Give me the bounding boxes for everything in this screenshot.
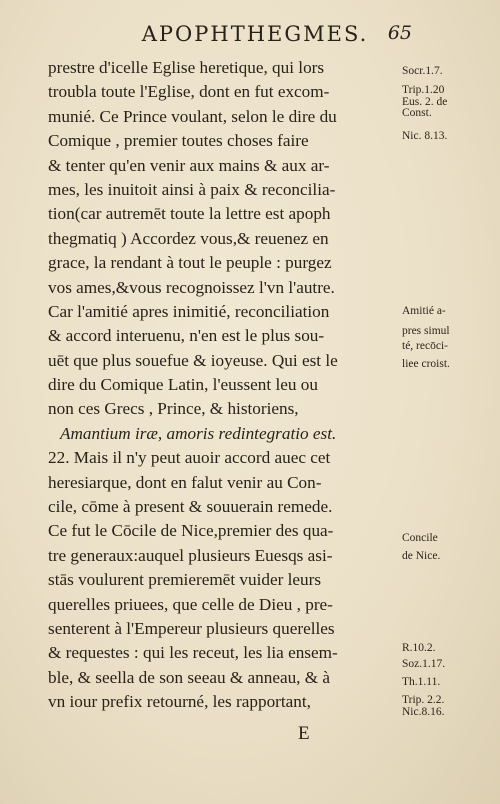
text-line: & tenter qu'en venir aux mains & aux ar-: [48, 155, 330, 175]
text-line: Ce fut le Cōcile de Nice,premier des qua-: [48, 521, 334, 541]
text-line: ble, & seella de son seeau & anneau, & à: [48, 667, 331, 687]
text-line: Comique , premier toutes choses faire: [48, 131, 309, 151]
running-title: APOPHTHEGMES.: [141, 22, 369, 46]
margin-note: té, recōci-: [402, 340, 448, 352]
page-number: 65: [387, 22, 412, 44]
text-line: prestre d'icelle Eglise heretique, qui lors: [48, 58, 325, 77]
text-line: querelles priuees, que celle de Dieu , pre-: [48, 594, 333, 614]
text-line: dire du Comique Latin, l'eussent leu ou: [48, 375, 318, 395]
text-line: & requestes : qui les receut, les lia ensem-: [48, 643, 338, 663]
text-line: senterent à l'Empereur plusieurs querelles: [48, 618, 335, 638]
text-line: cile, cōme à present & souuerain remede.: [48, 497, 333, 517]
margin-note: Eus. 2. de: [402, 96, 448, 108]
margin-note: liee croist.: [402, 358, 450, 370]
text-line: vos ames,&vous recognoissez l'vn l'autre.: [48, 277, 335, 297]
signature-mark: E: [298, 723, 310, 744]
text-line: 22. Mais il n'y peut auoir accord auec cet: [48, 448, 331, 468]
text-line: grace, la rendant à tout le peuple : purgez: [48, 253, 332, 273]
margin-note: Trip.1.20: [402, 84, 445, 96]
text-line: uēt que plus souefue & ioyeuse. Qui est le: [48, 350, 338, 370]
text-line: troubla toute l'Eglise, dont en fut excom-: [48, 82, 330, 102]
margin-note: Nic. 8.13.: [402, 130, 448, 142]
text-line: munié. Ce Prince voulant, selon le dire du: [48, 106, 337, 126]
text-line: Car l'amitié apres inimitié, reconciliation: [48, 301, 330, 321]
text-line: thegmatiq ) Accordez vous,& reuenez en: [48, 228, 329, 248]
margin-note: Nic.8.16.: [402, 706, 445, 718]
latin-quotation: Amantium iræ, amoris redintegratio est.: [60, 423, 337, 443]
body-text: [48, 56, 398, 715]
text-line: mes, les inuitoit ainsi à paix & reconcilia-: [48, 179, 336, 199]
margin-note: Trip. 2.2.: [402, 694, 445, 706]
margin-note: Socr.1.7.: [402, 65, 443, 77]
text-line: stās voulurent premieremēt vuider leurs: [48, 570, 322, 590]
text-line: tion(car autremēt toute la lettre est apoph: [48, 204, 331, 224]
margin-note: Soz.1.17.: [402, 658, 446, 670]
margin-note: de Nice.: [402, 550, 441, 562]
text-line: & accord interuenu, n'en est le plus sou-: [48, 326, 325, 346]
margin-note: Th.1.11.: [402, 676, 441, 688]
margin-note: Const.: [402, 107, 432, 119]
margin-note: Concile: [402, 532, 438, 544]
text-line: non ces Grecs , Prince, & historiens,: [48, 399, 299, 419]
text-line: tre generaux:auquel plusieurs Euesqs asi-: [48, 545, 333, 565]
text-line: heresiarque, dont en falut venir au Con-: [48, 472, 322, 492]
text-line: vn iour prefix retourné, les rapportant,: [48, 692, 311, 712]
margin-note: pres simul: [402, 325, 450, 337]
margin-note: Amitié a-: [402, 305, 446, 317]
margin-note: R.10.2.: [402, 642, 436, 654]
